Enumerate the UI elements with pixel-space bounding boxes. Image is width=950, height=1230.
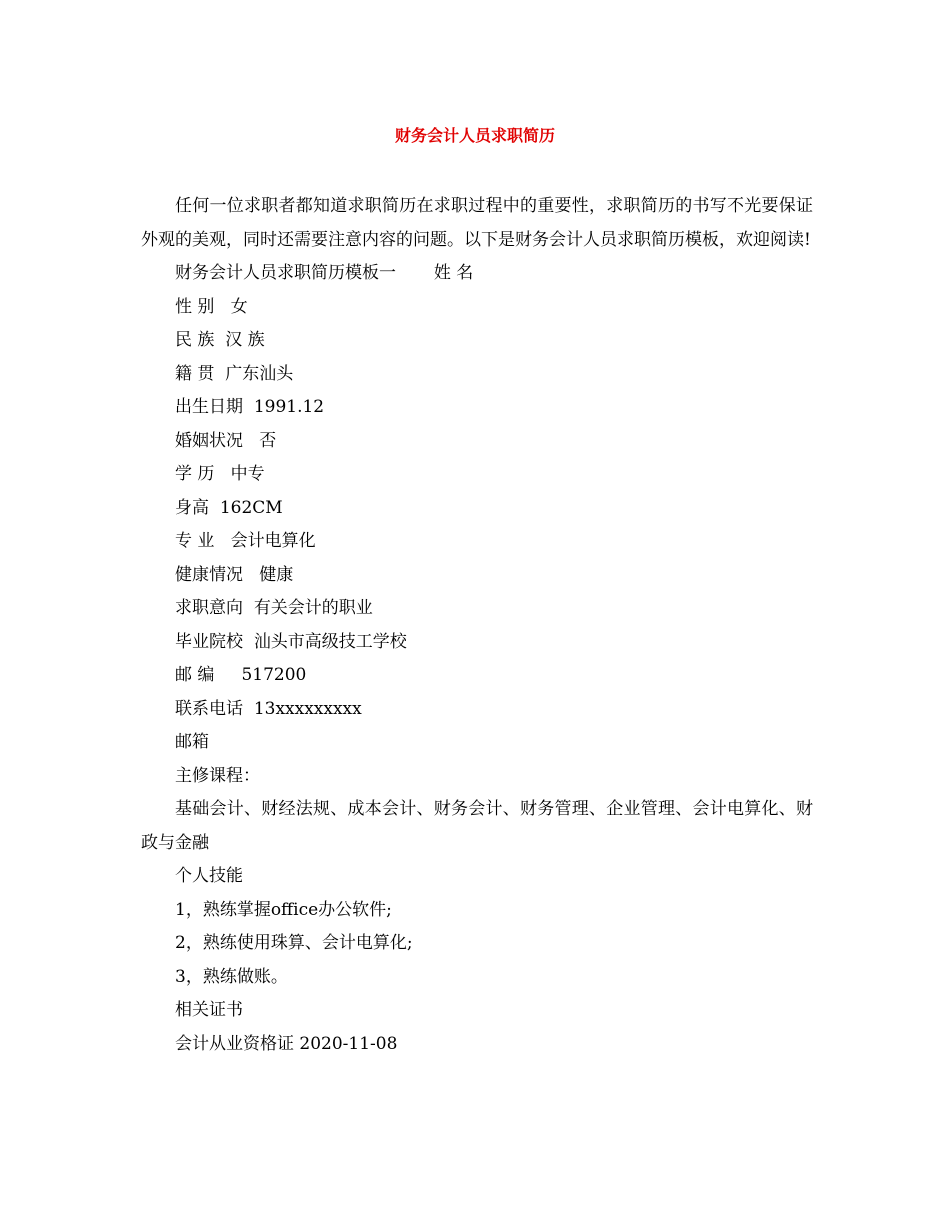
field-birthdate	[141, 391, 813, 425]
field-label: 婚姻状况	[175, 430, 243, 451]
field-job-intention	[141, 592, 813, 626]
field-label: 学 历	[175, 464, 215, 484]
field-label: 籍 贯	[175, 363, 215, 384]
skill-item: 3，熟练做账。	[175, 966, 288, 987]
template-heading-line	[141, 257, 813, 291]
field-label: 联系电话	[175, 698, 243, 719]
field-ethnicity	[141, 324, 813, 358]
field-value: 女	[230, 296, 248, 317]
field-label: 健康情况	[175, 564, 243, 585]
field-value: 否	[259, 430, 277, 451]
document-body	[141, 190, 813, 1061]
field-postcode	[141, 659, 813, 693]
skills-heading: 个人技能	[175, 866, 243, 886]
field-label: 毕业院校	[175, 631, 243, 652]
intro-paragraph: 任何一位求职者都知道求职简历在求职过程中的重要性，求职简历的书写不光要保证外观的美观，同时还需要注意内容的问题。以下是财务会计人员求职简历模板，欢迎阅读!	[141, 196, 813, 250]
field-value: 健康	[259, 564, 294, 585]
field-value: 有关会计的职业	[253, 598, 373, 618]
field-school	[141, 626, 813, 660]
field-education	[141, 458, 813, 492]
field-label: 民 族	[175, 330, 215, 350]
field-label: 专 业	[175, 531, 215, 551]
skill-item: 2，熟练使用珠算、会计电算化;	[175, 933, 413, 953]
field-label: 出生日期	[175, 397, 243, 417]
field-label: 身高	[175, 497, 209, 518]
field-value: 汕头市高级技工学校	[253, 631, 407, 652]
field-value: 汉 族	[225, 330, 265, 350]
document-title: 财务会计人员求职简历	[394, 126, 555, 145]
field-value: 中专	[230, 464, 265, 484]
field-label: 求职意向	[175, 598, 243, 618]
field-value: 广东汕头	[225, 363, 294, 384]
field-marital-status	[141, 425, 813, 459]
field-value: 13xxxxxxxxx	[253, 698, 362, 719]
field-label: 邮 编	[175, 665, 215, 685]
cert-heading: 相关证书	[175, 1000, 243, 1020]
field-value: 1991.12	[253, 397, 325, 417]
field-gender	[141, 291, 813, 325]
field-label: 邮箱	[175, 732, 209, 752]
field-value: 会计电算化	[230, 531, 316, 551]
field-phone	[141, 693, 813, 727]
field-major	[141, 525, 813, 559]
skill-item: 1，熟练掌握office办公软件;	[175, 899, 392, 920]
field-origin	[141, 358, 813, 392]
courses-heading: 主修课程：	[175, 765, 260, 786]
field-value: 162CM	[219, 497, 283, 518]
field-height	[141, 492, 813, 526]
cert-line: 会计从业资格证 2020-11-08	[175, 1033, 398, 1054]
field-health	[141, 559, 813, 593]
field-email	[141, 726, 813, 760]
field-label: 性 别	[175, 296, 215, 317]
field-value: 517200	[241, 665, 307, 685]
template-heading: 财务会计人员求职简历模板一	[175, 263, 396, 283]
courses-paragraph: 基础会计、财经法规、成本会计、财务会计、财务管理、企业管理、会计电算化、财政与金融	[141, 799, 813, 853]
field-label-name: 姓 名	[433, 263, 474, 283]
